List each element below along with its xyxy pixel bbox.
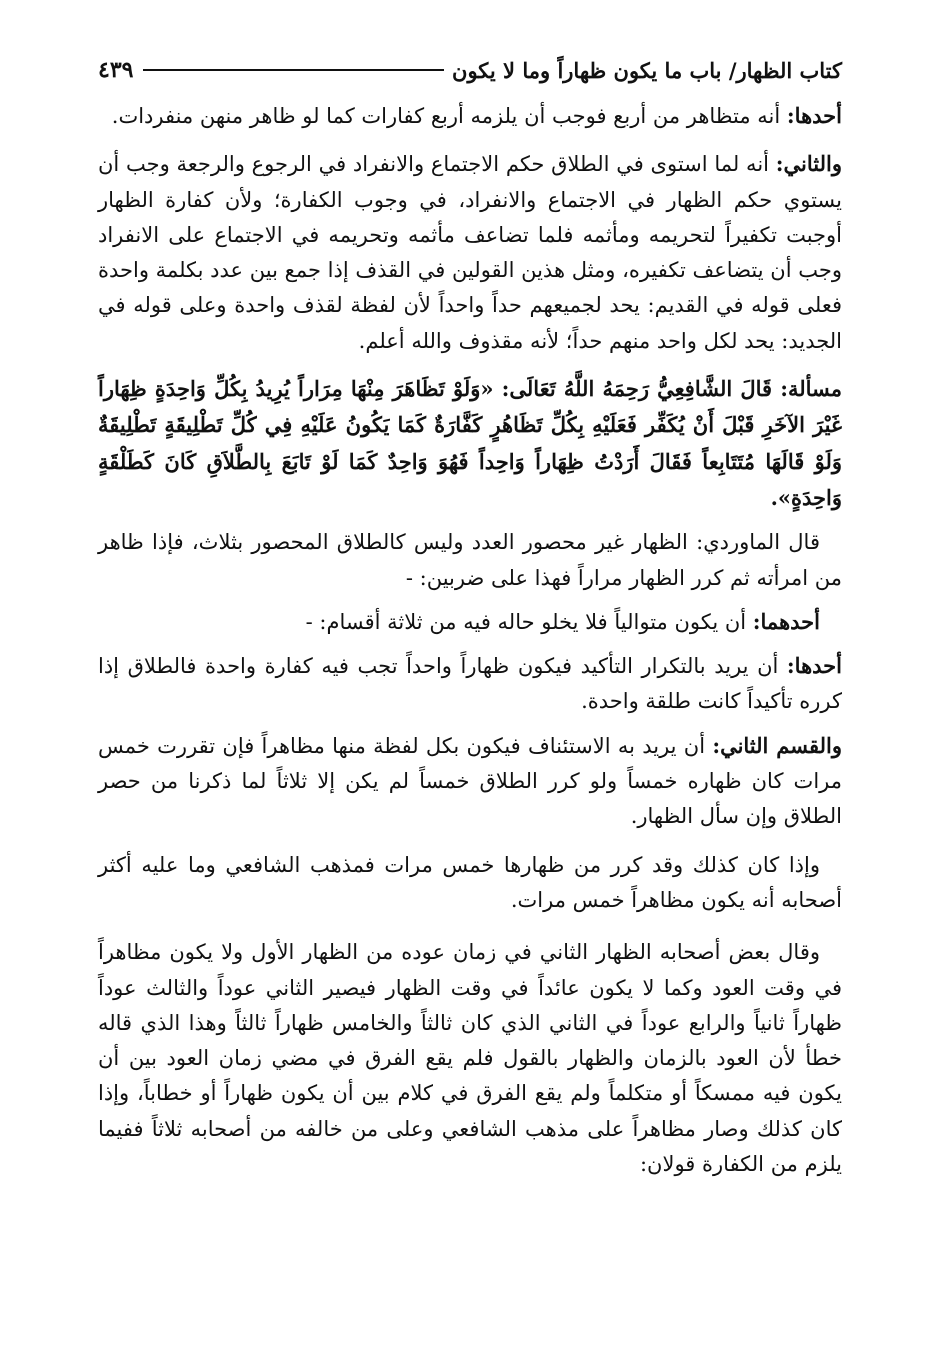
- paragraph-text: أن يريد به الاستئناف فيكون بكل لفظة منها مظاهراً فإن تقررت خمس مرات كان ظهاره خمساً ولو كرر الطلاق خمساً لم يكن إلا ثلاثاً لما ذكرنا من حصر الطلاق وإن سأل الظهار.: [98, 733, 842, 829]
- paragraph-masala: [98, 371, 842, 516]
- paragraph-text: أن يكون متوالياً فلا يخلو حاله فيه من ثلاثة أقسام: -: [305, 609, 753, 634]
- paragraph-other-view: [98, 934, 842, 1182]
- paragraph-text: قال الماوردي: الظهار غير محصور العدد وليس كالطلاق المحصور بثلاث، فإذا ظاهر من امرأته ثم كرر الظهار مراراً فهذا على ضربين: -: [98, 530, 842, 590]
- header-rule: [143, 69, 444, 71]
- paragraph-lead: والقسم الثاني:: [712, 732, 842, 758]
- book-page: [98, 50, 842, 1182]
- paragraph-lead: أحدها:: [786, 653, 842, 679]
- paragraph-second-reason: [98, 146, 842, 359]
- paragraph-lead: أحدها:: [786, 103, 842, 128]
- paragraph-text: وقال بعض أصحابه الظهار الثاني في زمان عوده من الظهار الأول ولا يكون مظاهراً في وقت العود وكما لا يكون عائداً في وقت الظهار فيصير الثاني عوداً والثالث عوداً ظهاراً ثانياً والرابع عوداً في الثاني الذي كان ثالثاً والخامس ظهاراً ثالثاً وهذا الذي قاله خطأ لأن العود بالزمان والظهار بالقول فلم يقع الفرق في مضي زمان العود بين أن يكون فيه ممسكاً أو متكلماً ولم يقع الفرق في كلام بين أن يكون ظهاراً أو خطاباً، وإذا كان كذلك وصار مظاهراً على مذهب الشافعي وعلى من خالفه من أصحابه ثلاثاً ففيما يلزم من الكفارة قولان:: [98, 940, 842, 1177]
- paragraph-lead: والثاني:: [775, 151, 842, 177]
- paragraph-lead: مسألة: قَالَ الشَّافِعِيُّ: [657, 376, 842, 402]
- running-header: [98, 50, 842, 90]
- page-number: ٤٣٩: [98, 57, 134, 83]
- paragraph-text: وإذا كان كذلك وقد كرر من ظهارها خمس مرات فمذهب الشافعي وما عليه أكثر أصحابه أنه يكون مظاهراً خمس مرات.: [98, 852, 842, 912]
- header-title: كتاب الظهار/ باب ما يكون ظهاراً وما لا يكون: [452, 57, 842, 83]
- paragraph-quote: رَحِمَهُ اللَّهُ تَعَالَى: «وَلَوْ تَظَاهَرَ مِنْهَا مِرَاراً يُرِيدُ بِكُلِّ وَاحِدَةٍ ظِهَاراً غَيْرَ الآخَرِ قَبْلَ أَنْ يُكَفِّر فَعَلَيْهِ بِكُلِّ تَظَاهُرٍ كَفَّارَةٌ كَمَا يَكُونُ عَلَيْهِ فِي كُلِّ تَطْلِيقَةٍ تَطْلِيقَةٌ وَلَوْ قَالَهَا مُتَتَابِعاً فَقَالَ أَرَدْتُ ظِهَاراً وَاحِداً فَهُوَ وَاحِدٌ كَمَا لَوْ تَابَعَ بِالطَّلاَقِ كَانَ كَطَلْقَةٍ وَاحِدَةٍ».: [98, 376, 842, 510]
- paragraph-mawardi: [98, 524, 842, 596]
- paragraph-text: أنه لما استوى في الطلاق حكم الاجتماع والانفراد في الرجوع والرجعة وجب أن يستوي حكم الظهار في الاجتماع والانفراد، في وجوب الكفارة؛ ولأن كفارة الظهار أوجبت تكفيراً لتحريمه ومأثمه فلما تضاعف مأثمه وتحريمه في الاجتماع على الانفراد وجب أن يتضاعف تكفيره، ومثل هذين القولين في القذف إذا جمع بين عدد بكلمة واحدة فعلى قوله في القديم: يحد لجميعهم حداً واحداً لأن لفظة لقذف واحدة وعلى قوله في الجديد: يحد لكل واحد منهم حداً؛ لأنه مقذوف والله أعلم.: [98, 152, 842, 353]
- paragraph-first-type: [98, 604, 842, 640]
- paragraph-first-section: [98, 648, 842, 720]
- paragraph-text: أنه متظاهر من أربع فوجب أن يلزمه أربع كفارات كما لو ظاهر منهن منفردات.: [111, 104, 787, 128]
- paragraph-text: أن يريد بالتكرار التأكيد فيكون ظهاراً واحداً تجب فيه كفارة واحدة فالطلاق إذا كرره تأكيداً كانت طلقة واحدة.: [98, 654, 842, 714]
- paragraph-second-section: [98, 728, 842, 835]
- paragraph-shafii-view: [98, 847, 842, 919]
- paragraph-first-reason: [98, 98, 842, 134]
- paragraph-lead: أحدهما:: [752, 608, 820, 634]
